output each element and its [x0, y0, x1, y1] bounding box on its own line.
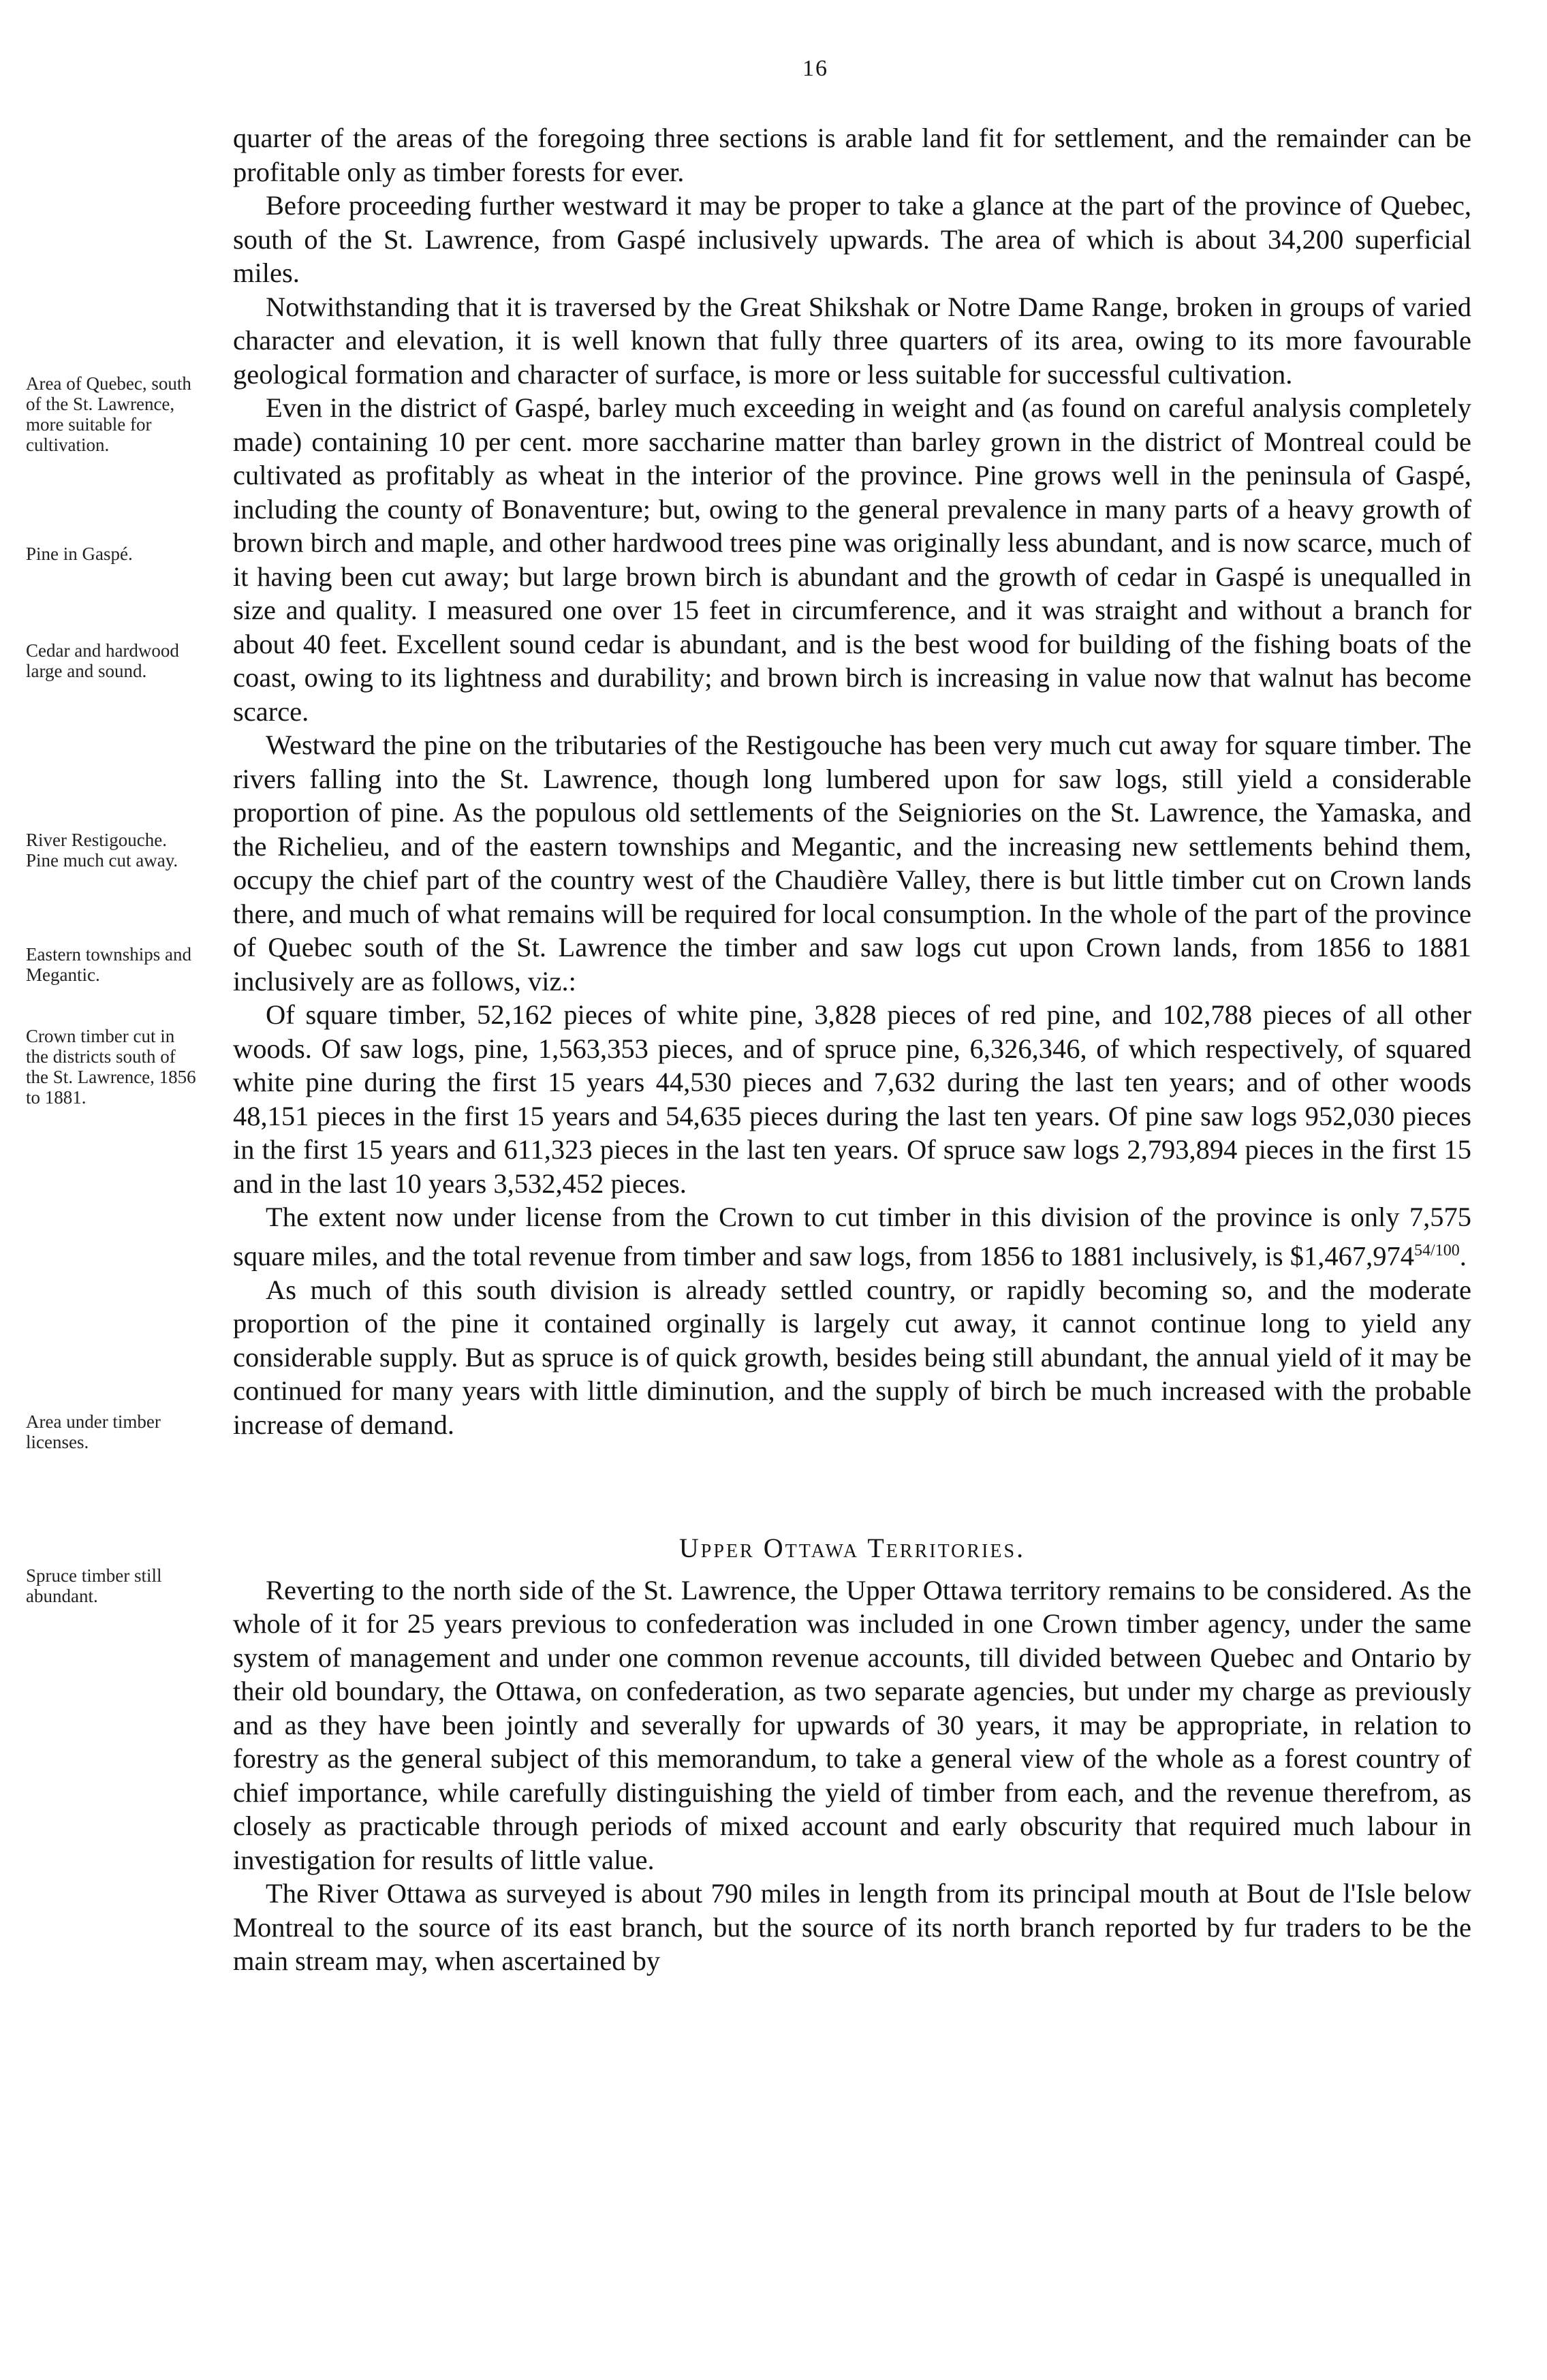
sidenote-pine-in-gaspe: Pine in Gaspé. [26, 544, 133, 564]
paragraph-upper-ottawa: Reverting to the north side of the St. Lawrence, the Upper Ottawa territory remains to be considered. As the whole of it for 25 years previous to confederation was included in one Crown timber agency, under the same system of management and under one common revenue accounts, till divided between Quebec and Ontario by their old boundary, the Ottawa, on confederation, as two separate agencies, but under my charge as previously and as they have been jointly and severally for upwards of 30 years, it may be appropriate, in relation to forestry as the general subject of this memorandum, to take a general view of the whole as a forest country of chief importance, while carefully distinguishing the yield of timber from each, and the revenue therefrom, as closely as practicable through periods of mixed account and early obscurity that required much labour in investigation for results of little value. [233, 1574, 1471, 1875]
section-heading: Upper Ottawa Territories. [678, 1533, 1026, 1563]
sidenote-area-under-licenses: Area under timber licenses. [26, 1411, 161, 1452]
sidenote-crown-timber-cut: Crown timber cut in the districts south of the St. Lawrence, 1856 to 1881. [26, 1026, 196, 1108]
paragraph-gaspe-upwards: Before proceeding further westward it may be proper to take a glance at the part of the province of Quebec, south of the St. Lawrence, from Gaspé inclusively upwards. The area of which is about 34,200 superficial miles. [233, 190, 1471, 288]
paragraph-gaspe-barley: Even in the district of Gaspé, barley much exceeding in weight and (as found on careful analysis completely made) containing 10 per cent. more saccharine matter than barley grown in the district of Montreal could be cultivated as profitably as wheat in the interior of the province. Pine grows well in the peninsula of Gaspé, including the county of Bonaventure; but, owing to the general prevalence in many parts of a heavy growth of brown birch and maple, and other hardwood trees pine was originally less abundant, and is now scarce, much of it having been cut away; but large brown birch is abundant and the growth of cedar in Gaspé is unequalled in size and quality. I measured one over 15 feet in circumference, and it was straight and without a branch for about 40 feet. Excellent sound cedar is abundant, and is the best wood for building of the fishing boats of the coast, owing to its lightness and durability; and brown birch is increasing in value now that walnut has become scarce. [233, 392, 1471, 727]
sidenote-river-restigouche: River Restigouche. Pine much cut away. [26, 830, 178, 871]
license-fraction: 54/100 [1414, 1241, 1460, 1259]
sidenote-cedar-and-hardwood: Cedar and hardwood large and sound. [26, 640, 179, 681]
paragraph-restigouche: Westward the pine on the tributaries of the Restigouche has been very much cut away for square timber. The rivers falling into the St. Lawrence, though long lumbered upon for saw logs, still yield a considerable proportion of pine. As the populous old settlements of the Seigniories on the St. Lawrence, the Yamaska, and the Richelieu, and of the eastern townships and Megantic, and the increasing new settlements behind them, occupy the chief part of the country west of the Chaudière Valley, there is but little timber cut on Crown lands there, and much of what remains will be required for local consumption. In the whole of the part of the province of Quebec south of the St. Lawrence the timber and saw logs cut upon Crown lands, from 1856 to 1881 inclusively are as follows, viz.: [233, 730, 1471, 997]
main-text-column [233, 121, 1471, 1978]
paragraph-square-timber: Of square timber, 52,162 pieces of white pine, 3,828 pieces of red pine, and 102,788 pieces of all other woods. Of saw logs, pine, 1,563,353 pieces, and of spruce pine, 6,326,346, of which respectively, of squared white pine during the first 15 years 44,530 pieces and 7,632 during the last ten years; and of other woods 48,151 pieces in the first 15 years and 54,635 pieces during the last ten years. Of pine saw logs 952,030 pieces in the first 15 years and 611,323 pieces in the last ten years. Of spruce saw logs 2,793,894 pieces in the first 15 and in the last 10 years 3,532,452 pieces. [233, 999, 1471, 1199]
paragraph-license-extent [233, 1200, 1471, 1273]
paragraph-continuation: quarter of the areas of the foregoing three sections is arable land fit for settlement, and the remainder can be profitable only as timber forests for ever. [233, 123, 1471, 187]
license-text: The extent now under license from the Crown to cut timber in this division of the province is only 7,575 square miles, and the total revenue from timber and saw logs, from 1856 to 1881 inclusively, is $1,467,974 [233, 1202, 1471, 1271]
page-number: 16 [802, 56, 828, 81]
license-end: . [1459, 1240, 1467, 1271]
sidenote-eastern-townships: Eastern townships and Megantic. [26, 944, 191, 985]
paragraph-river-ottawa: The River Ottawa as surveyed is about 790 miles in length from its principal mouth at Bout de l'Isle below Montreal to the source of its east branch, but the source of its north branch reported by fur traders to be the main stream may, when ascertained by [233, 1878, 1471, 1976]
paragraph-shikshak-range: Notwithstanding that it is traversed by the Great Shikshak or Notre Dame Range, broken in groups of varied character and elevation, it is well known that fully three quarters of its area, owing to its more favourable geological formation and character of surface, is more or less suitable for successful cultivation. [233, 291, 1471, 390]
sidenote-spruce-timber: Spruce timber still abundant. [26, 1565, 162, 1606]
sidenote-area-of-quebec: Area of Quebec, south of the St. Lawrence, more suitable for cultivation. [26, 373, 191, 455]
paragraph-south-division: As much of this south division is already settled country, or rapidly becoming so, and the moderate proportion of the pine it contained orginally is largely cut away, it cannot continue long to yield any considerable supply. But as spruce is of quick growth, besides being still abundant, the annual yield of it may be continued for many years with little diminution, and the supply of birch be much increased with the probable increase of demand. [233, 1274, 1471, 1440]
